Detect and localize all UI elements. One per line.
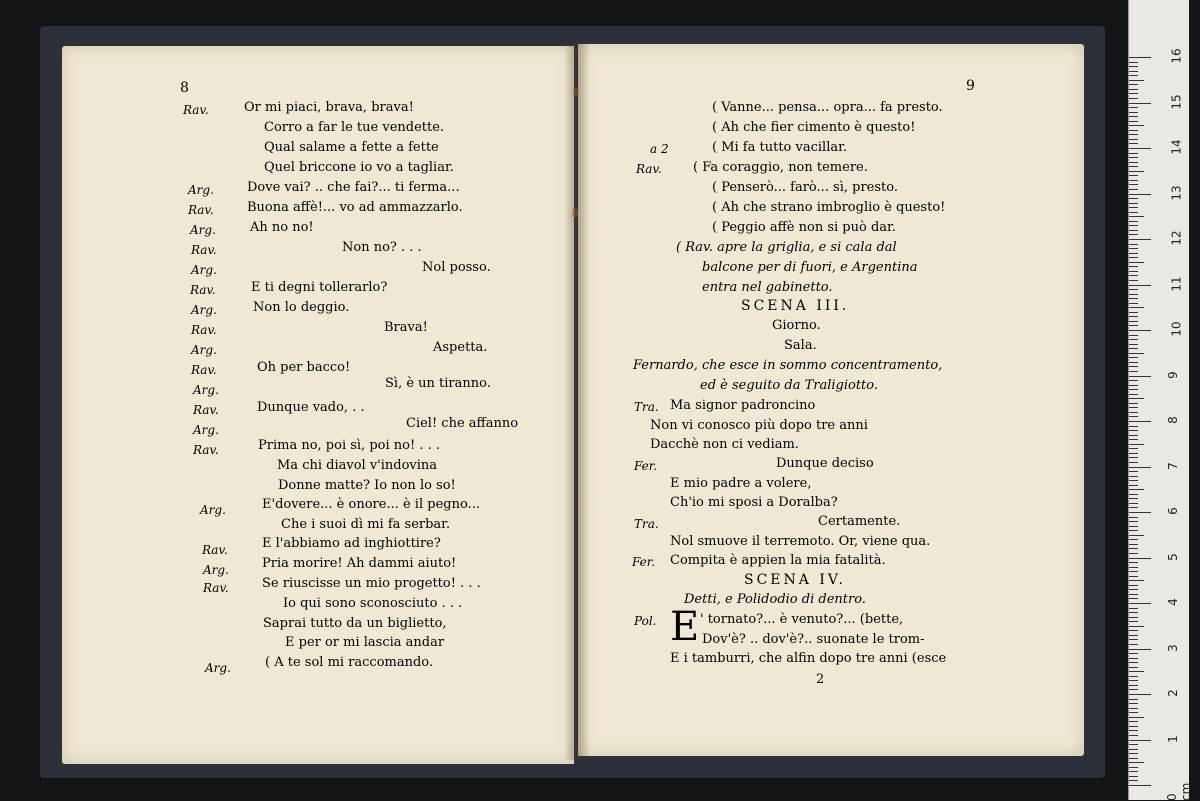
ruler-label: 6: [1165, 507, 1180, 515]
speaker: Arg.: [191, 343, 217, 357]
speaker: Arg.: [193, 383, 219, 397]
ruler-tick: [1129, 530, 1138, 531]
ruler-tick: [1129, 435, 1138, 436]
ruler-tick: [1129, 539, 1138, 540]
ruler-tick: [1129, 571, 1138, 572]
ruler-tick: [1129, 407, 1138, 408]
ruler-tick: [1129, 439, 1138, 440]
ruler-tick: [1129, 362, 1138, 363]
ruler-tick: [1129, 503, 1138, 504]
ruler-tick: [1129, 562, 1138, 563]
speaker: Rav.: [203, 581, 229, 595]
ruler-tick: [1129, 476, 1138, 477]
ruler-tick: [1129, 62, 1138, 63]
ruler-tick: [1129, 498, 1138, 499]
verse-line: Oh per bacco!: [257, 360, 351, 375]
ruler-tick: [1129, 703, 1138, 704]
verse-line: Compita è appien la mia fatalità.: [670, 553, 886, 568]
ruler-tick: [1129, 676, 1138, 677]
ruler-tick: [1129, 608, 1138, 609]
speaker: Rav.: [188, 203, 214, 217]
ruler-tick: [1129, 307, 1144, 308]
ruler-tick: [1129, 221, 1138, 222]
stage-direction: ed è seguito da Traligiotto.: [700, 378, 879, 393]
ruler-tick: [1129, 312, 1138, 313]
speaker: Arg.: [188, 183, 214, 197]
ruler-tick: [1129, 512, 1151, 513]
ruler-tick: [1129, 621, 1138, 622]
verse-line: Or mi piaci, brava, brava!: [244, 100, 414, 115]
ruler-label: 9: [1165, 370, 1180, 379]
ruler-tick: [1129, 348, 1138, 349]
ruler-tick: [1129, 453, 1138, 454]
ruler-tick: [1129, 325, 1138, 326]
ruler-tick: [1129, 285, 1151, 286]
ruler-tick: [1129, 239, 1151, 240]
verse-line: E'dovere... è onore... è il pegno...: [262, 497, 480, 512]
speaker: Rav.: [191, 243, 217, 257]
ruler-tick: [1129, 667, 1138, 668]
verse-line: Nol smuove il terremoto. Or, viene qua.: [670, 534, 931, 549]
verse-line: Brava!: [384, 320, 428, 335]
verse-line: ( Peggio affè non si può dar.: [712, 220, 896, 235]
ruler-tick: [1129, 353, 1144, 354]
ruler-tick: [1129, 234, 1138, 235]
binding-stain: [572, 208, 578, 218]
ruler-label: 7: [1165, 461, 1180, 470]
verse-line: ( Fa coraggio, non temere.: [693, 160, 868, 175]
speaker: Fer.: [632, 555, 656, 569]
ruler-tick: [1129, 389, 1138, 390]
ruler-tick: [1129, 148, 1151, 149]
verse-line: E l'abbiamo ad inghiottire?: [262, 536, 441, 551]
ruler-label: 12: [1169, 230, 1184, 246]
ruler-tick: [1129, 230, 1138, 231]
ruler-tick: [1129, 644, 1138, 645]
ruler-tick: [1129, 548, 1138, 549]
verse-line: Saprai tutto da un biglietto,: [263, 616, 447, 631]
ruler-tick: [1129, 785, 1151, 786]
ruler-tick: [1129, 649, 1151, 650]
ruler-tick: [1129, 225, 1138, 226]
ruler-tick: [1129, 671, 1144, 672]
verse-line: ( Ah che fier cimento è questo!: [712, 120, 916, 135]
ruler-tick: [1129, 480, 1138, 481]
ruler-tick: [1129, 694, 1151, 695]
ruler-tick: [1129, 198, 1138, 199]
page-number-right: 9: [966, 78, 975, 94]
speaker: a 2: [650, 142, 669, 156]
verse-line: Aspetta.: [433, 340, 488, 355]
ruler-label: 14: [1169, 139, 1184, 155]
ruler-tick: [1129, 189, 1138, 190]
verse-line: Non no? . . .: [342, 240, 422, 255]
verse-line: Dacchè non ci vediam.: [650, 437, 799, 452]
ruler-tick: [1129, 371, 1138, 372]
ruler-tick: [1129, 780, 1138, 781]
ruler-tick: [1129, 767, 1138, 768]
ruler-tick: [1129, 280, 1138, 281]
ruler-tick: [1129, 289, 1138, 290]
ruler-tick: [1129, 717, 1144, 718]
ruler-tick: [1129, 180, 1138, 181]
ruler-tick: [1129, 776, 1138, 777]
ruler-tick: [1129, 576, 1138, 577]
speaker: Rav.: [183, 103, 209, 117]
ruler-tick: [1129, 712, 1138, 713]
ruler-tick: [1129, 771, 1138, 772]
ruler-tick: [1129, 266, 1138, 267]
ruler-tick: [1129, 617, 1138, 618]
verse-line: Ah no no!: [250, 220, 314, 235]
speaker: Arg.: [205, 661, 231, 675]
speaker: Arg.: [190, 223, 216, 237]
ruler-tick: [1129, 426, 1138, 427]
ruler-tick: [1129, 708, 1138, 709]
speaker: Arg.: [191, 303, 217, 317]
ruler-tick: [1129, 66, 1138, 67]
ruler-tick: [1129, 112, 1138, 113]
ruler-tick: [1129, 749, 1138, 750]
ruler-tick: [1129, 121, 1138, 122]
scene-heading: SCENA IV.: [744, 572, 846, 588]
ruler-tick: [1129, 103, 1151, 104]
ruler-tick: [1129, 457, 1138, 458]
ruler-tick: [1129, 485, 1138, 486]
ruler-tick: [1129, 380, 1138, 381]
ruler-tick: [1129, 421, 1151, 422]
verse-line: Dunque vado, . .: [257, 400, 365, 415]
ruler-label: 0 cm: [1165, 782, 1193, 801]
verse-line: ( Penserò... farò... sì, presto.: [712, 180, 898, 195]
verse-line: Io qui sono sconosciuto . . .: [283, 596, 463, 611]
verse-line: Pria morire! Ah dammi aiuto!: [262, 556, 457, 571]
ruler-tick: [1129, 298, 1138, 299]
speaker: Arg.: [191, 263, 217, 277]
ruler-tick: [1129, 153, 1138, 154]
speaker: Rav.: [190, 283, 216, 297]
ruler-tick: [1129, 253, 1138, 254]
ruler-label: 1: [1165, 734, 1180, 743]
ruler-tick: [1129, 84, 1138, 85]
verse-line: Sì, è un tiranno.: [385, 376, 491, 391]
drop-cap: E: [670, 604, 700, 650]
ruler-tick: [1129, 507, 1138, 508]
verse-line: Certamente.: [818, 514, 901, 529]
ruler-tick: [1129, 321, 1138, 322]
ruler-tick: [1129, 744, 1138, 745]
ruler-tick: [1129, 594, 1138, 595]
ruler-tick: [1129, 730, 1138, 731]
ruler-tick: [1129, 598, 1138, 599]
ruler-tick: [1129, 171, 1144, 172]
ruler-tick: [1129, 448, 1138, 449]
speaker: Tra.: [634, 400, 659, 414]
ruler-tick: [1129, 603, 1151, 604]
speaker: Rav.: [191, 363, 217, 377]
ruler-tick: [1129, 98, 1138, 99]
verse-line: Prima no, poi sì, poi no! . . .: [258, 438, 440, 453]
page-number-left: 8: [180, 80, 189, 96]
ruler-label: 8: [1165, 416, 1180, 424]
ruler-tick: [1129, 612, 1138, 613]
ruler-tick: [1129, 257, 1138, 258]
ruler-tick: [1129, 175, 1138, 176]
verse-line: Qual salame a fette a fette: [264, 140, 439, 155]
verse-line: E per or mi lascia andar: [285, 635, 445, 650]
verse-line: ( A te sol mi raccomando.: [265, 655, 434, 670]
verse-line: Che i suoi dì mi fa serbar.: [281, 517, 451, 532]
ruler-label: 10: [1169, 321, 1184, 337]
ruler-label: 3: [1165, 643, 1180, 652]
ruler-tick: [1129, 489, 1144, 490]
binding-stain: [573, 88, 579, 96]
ruler-tick: [1129, 71, 1138, 72]
speaker: Rav.: [193, 403, 219, 417]
ruler-tick: [1129, 203, 1138, 204]
ruler-tick: [1129, 735, 1138, 736]
ruler-tick: [1129, 130, 1138, 131]
ruler-tick: [1129, 412, 1138, 413]
ruler-tick: [1129, 303, 1138, 304]
ruler-tick: [1129, 271, 1138, 272]
ruler-tick: [1129, 689, 1138, 690]
ruler-tick: [1129, 244, 1138, 245]
signature-mark: 2: [816, 672, 825, 687]
ruler-tick: [1129, 107, 1138, 108]
verse-line: Dunque deciso: [776, 456, 874, 471]
ruler-tick: [1129, 758, 1138, 759]
speaker: Arg.: [203, 563, 229, 577]
ruler-tick: [1129, 125, 1144, 126]
ruler-label: 15: [1169, 93, 1184, 110]
speaker: Rav.: [636, 162, 662, 176]
ruler-tick: [1129, 134, 1138, 135]
ruler-tick: [1129, 626, 1144, 627]
ruler-tick: [1129, 366, 1138, 367]
ruler-tick: [1129, 207, 1138, 208]
ruler-tick: [1129, 658, 1138, 659]
verse-line: Non vi conosco più dopo tre anni: [650, 418, 868, 433]
verse-line: Non lo deggio.: [253, 300, 350, 315]
ruler-tick: [1129, 740, 1151, 741]
speaker: Fer.: [634, 459, 658, 473]
speaker: Arg.: [200, 503, 226, 517]
ruler-tick: [1129, 394, 1138, 395]
stage-direction: Fernardo, che esce in sommo concentramento,: [633, 358, 943, 373]
ruler-tick: [1129, 521, 1138, 522]
ruler-tick: [1129, 680, 1138, 681]
verse-line: Quel briccone io vo a tagliar.: [264, 160, 454, 175]
stage-direction: Detti, e Polidodio di dentro.: [684, 592, 866, 607]
ruler-tick: [1129, 89, 1138, 90]
ruler-tick: [1129, 116, 1138, 117]
ruler-tick: [1129, 376, 1151, 377]
ruler-tick: [1129, 471, 1138, 472]
verse-line: Nol posso.: [422, 260, 491, 275]
ruler-tick: [1129, 635, 1138, 636]
speaker: Arg.: [193, 423, 219, 437]
ruler-tick: [1129, 143, 1138, 144]
ruler-tick: [1129, 275, 1138, 276]
verse-line: ' tornato?... è venuto?... (bette,: [700, 612, 904, 627]
ruler-tick: [1129, 685, 1138, 686]
ruler-tick: [1129, 558, 1151, 559]
ruler-tick: [1129, 535, 1144, 536]
ruler-tick: [1129, 753, 1138, 754]
ruler-label: 5: [1165, 552, 1180, 561]
ruler-tick: [1129, 444, 1144, 445]
verse-line: ( Vanne... pensa... opra... fa presto.: [712, 100, 943, 115]
book-gutter: [564, 44, 590, 760]
ruler-tick: [1129, 357, 1138, 358]
verse-line: E ti degni tollerarlo?: [251, 280, 388, 295]
ruler-tick: [1129, 157, 1138, 158]
ruler-tick: [1129, 398, 1144, 399]
ruler-tick: [1129, 726, 1138, 727]
ruler-label: 4: [1165, 598, 1180, 606]
verse-line: Ma chi diavol v'indovina: [277, 458, 438, 473]
ruler-tick: [1129, 194, 1151, 195]
speaker: Rav.: [193, 443, 219, 457]
ruler-tick: [1129, 212, 1138, 213]
verse-line: Dov'è? .. dov'è?.. suonate le trom-: [702, 632, 925, 647]
ruler-tick: [1129, 316, 1138, 317]
ruler-tick: [1129, 639, 1138, 640]
verse-line: Dove vai? .. che fai?... ti ferma...: [247, 180, 460, 195]
ruler-label: 2: [1165, 689, 1180, 697]
scene-setting: Sala.: [784, 338, 817, 353]
ruler-tick: [1129, 699, 1138, 700]
stage-direction: ( Rav. apre la griglia, e si cala dal: [676, 240, 897, 255]
ruler-tick: [1129, 567, 1138, 568]
speaker: Pol.: [634, 614, 657, 628]
verse-line: Se riuscisse un mio progetto! . . .: [262, 576, 481, 591]
stage-direction: entra nel gabinetto.: [702, 280, 833, 295]
ruler-label: 11: [1169, 275, 1184, 292]
ruler-tick: [1129, 462, 1138, 463]
ruler-tick: [1129, 553, 1138, 554]
speaker: Rav.: [202, 543, 228, 557]
ruler-tick: [1129, 139, 1138, 140]
verse-line: Corro a far le tue vendette.: [264, 120, 445, 135]
ruler-tick: [1129, 430, 1138, 431]
scene-setting: Giorno.: [772, 318, 821, 333]
speaker: Rav.: [191, 323, 217, 337]
ruler-tick: [1129, 526, 1138, 527]
ruler-tick: [1129, 93, 1138, 94]
ruler-tick: [1129, 262, 1144, 263]
ruler-tick: [1129, 517, 1138, 518]
verse-line: E mio padre a volere,: [670, 476, 812, 491]
verse-line: Ma signor padroncino: [670, 398, 816, 413]
ruler-tick: [1129, 339, 1138, 340]
verse-line: Ch'io mi sposi a Doralba?: [670, 495, 838, 510]
verse-line: Ciel! che affanno: [406, 416, 519, 431]
ruler-tick: [1129, 162, 1138, 163]
ruler-label: 16: [1169, 48, 1184, 64]
ruler-tick: [1129, 216, 1144, 217]
speaker: Tra.: [634, 517, 659, 531]
ruler-tick: [1129, 385, 1138, 386]
ruler-tick: [1129, 494, 1138, 495]
measurement-ruler: [1128, 0, 1193, 801]
ruler-tick: [1129, 57, 1151, 58]
ruler-tick: [1129, 467, 1151, 468]
verse-line: ( Mi fa tutto vacillar.: [712, 140, 848, 155]
ruler-label: 13: [1169, 184, 1184, 201]
ruler-tick: [1129, 630, 1138, 631]
ruler-tick: [1129, 166, 1138, 167]
verse-line: Buona affè!... vo ad ammazzarlo.: [247, 200, 463, 215]
scene-heading: SCENA III.: [741, 298, 850, 314]
ruler-tick: [1129, 762, 1144, 763]
ruler-tick: [1129, 344, 1138, 345]
stage-direction: balcone per di fuori, e Argentina: [702, 260, 918, 275]
ruler-tick: [1129, 580, 1144, 581]
ruler-tick: [1129, 662, 1138, 663]
ruler-tick: [1129, 416, 1138, 417]
verse-line: ( Ah che strano imbroglio è questo!: [712, 200, 946, 215]
ruler-tick: [1129, 589, 1138, 590]
ruler-tick: [1129, 184, 1138, 185]
ruler-tick: [1129, 294, 1138, 295]
ruler-tick: [1129, 403, 1138, 404]
ruler-tick: [1129, 335, 1138, 336]
ruler-tick: [1129, 75, 1138, 76]
ruler-tick: [1129, 330, 1151, 331]
verse-line: E i tamburri, che alfin dopo tre anni (esce: [670, 651, 947, 666]
ruler-tick: [1129, 248, 1138, 249]
ruler-tick: [1129, 80, 1144, 81]
ruler-tick: [1129, 653, 1138, 654]
ruler-tick: [1129, 544, 1138, 545]
ruler-tick: [1129, 721, 1138, 722]
ruler-tick: [1129, 585, 1138, 586]
verse-line: Donne matte? Io non lo so!: [278, 478, 456, 493]
